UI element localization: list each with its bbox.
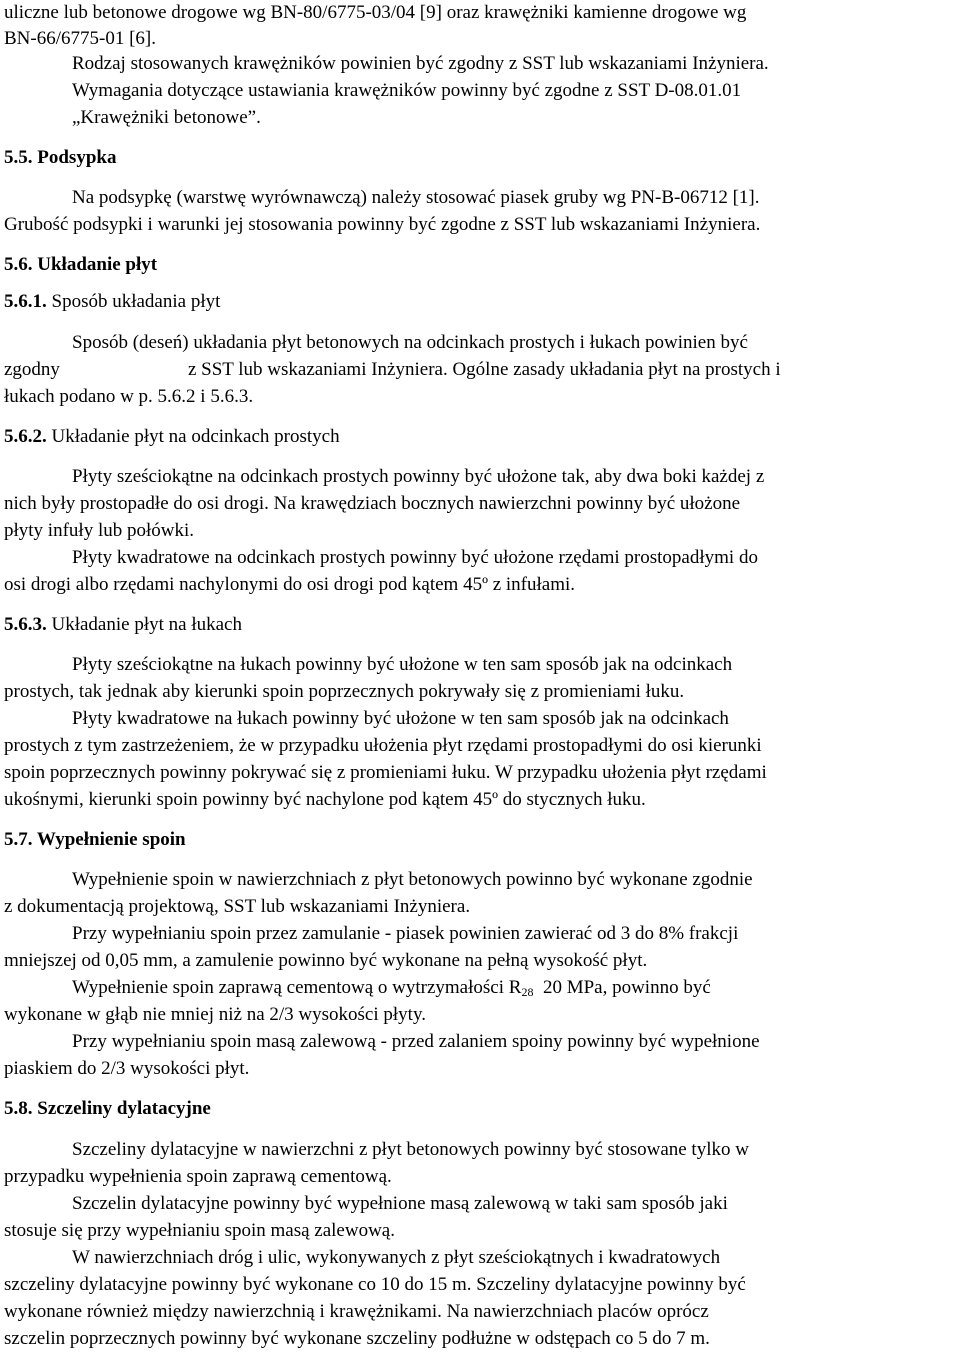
section-number: 5.6.3.: [4, 614, 47, 635]
text-line: przypadku wypełnienia spoin zaprawą cementową.: [4, 1166, 392, 1187]
text-line: Płyty kwadratowe na odcinkach prostych powinny być ułożone rzędami prostopadłymi do: [72, 547, 758, 568]
section-title: Układanie płyt: [37, 254, 158, 275]
text-line: Rodzaj stosowanych krawężników powinien być zgodny z SST lub wskazaniami Inżyniera.: [72, 53, 769, 74]
text-line: Wypełnienie spoin w nawierzchniach z płyt betonowych powinno być wykonane zgodnie: [72, 869, 753, 890]
text-line: płyty infuły lub połówki.: [4, 520, 194, 541]
section-number: 5.5.: [4, 147, 33, 168]
text-line: osi drogi albo rzędami nachylonymi do osi drogi pod kątem 45º z infułami.: [4, 574, 576, 595]
text-line: szczelin poprzecznych powinny być wykonane szczeliny podłużne w odstępach co 5 do 7 m.: [4, 1328, 710, 1349]
text-fragment: 20 MPa, powinno być: [533, 977, 711, 998]
text-fragment: z SST lub wskazaniami Inżyniera. Ogólne zasady układania płyt na prostych i: [187, 359, 781, 380]
section-heading-5-6: [4, 251, 157, 278]
text-line: z dokumentacją projektową, SST lub wskazaniami Inżyniera.: [4, 896, 471, 917]
text-line: szczeliny dylatacyjne powinny być wykonane co 10 do 15 m. Szczeliny dylatacyjne powinny być: [4, 1274, 746, 1295]
text-line: Płyty sześciokątne na odcinkach prostych powinny być ułożone tak, aby dwa boki każdej z: [72, 466, 765, 487]
text-fragment: Wypełnienie spoin zaprawą cementową o wytrzymałości R: [72, 977, 522, 998]
section-heading-5-7: [4, 826, 186, 853]
text-line: nich były prostopadłe do osi drogi. Na krawędziach bocznych nawierzchni powinny być ułożone: [4, 493, 741, 514]
text-line: mniejszej od 0,05 mm, a zamulenie powinno być wykonane na pełną wysokość płyt.: [4, 950, 648, 971]
text-line: Przy wypełnianiu spoin masą zalewową - przed zalaniem spoiny powinny być wypełnione: [72, 1031, 760, 1052]
text-fragment: zgodny: [4, 359, 60, 380]
text-line: prostych z tym zastrzeżeniem, że w przypadku ułożenia płyt rzędami prostopadłymi do osi kierunki: [4, 735, 762, 756]
section-heading-5-5: [4, 144, 116, 171]
text-line: „Krawężniki betonowe”.: [72, 107, 261, 128]
section-title: Szczeliny dylatacyjne: [37, 1098, 211, 1119]
text-line: Płyty sześciokątne na łukach powinny być ułożone w ten sam sposób jak na odcinkach: [72, 654, 733, 675]
section-number: 5.8.: [4, 1098, 33, 1119]
text-line: Płyty kwadratowe na łukach powinny być ułożone w ten sam sposób jak na odcinkach: [72, 708, 729, 729]
text-line: Szczelin dylatacyjne powinny być wypełnione masą zalewową w taki sam sposób jaki: [72, 1193, 728, 1214]
section-number: 5.7.: [4, 829, 33, 850]
section-heading-5-6-1: [4, 288, 220, 315]
text-line: uliczne lub betonowe drogowe wg BN-80/6775-03/04 [9] oraz krawężniki kamienne drogowe wg: [4, 2, 747, 23]
text-line: BN-66/6775-01 [6].: [4, 28, 156, 49]
text-line: Sposób (deseń) układania płyt betonowych na odcinkach prostych i łukach powinien być: [72, 332, 748, 353]
text-line: łukach podano w p. 5.6.2 i 5.6.3.: [4, 386, 254, 407]
section-title: Podsypka: [37, 147, 117, 168]
text-line: spoin poprzecznych powinny pokrywać się z promieniami łuku. W przypadku ułożenia płyt rzędami: [4, 762, 767, 783]
section-heading-5-6-2: [4, 423, 340, 450]
section-heading-5-8: [4, 1095, 211, 1122]
text-line: [72, 974, 711, 1001]
text-line: Na podsypkę (warstwę wyrównawczą) należy stosować piasek gruby wg PN-B-06712 [1].: [72, 187, 760, 208]
section-number: 5.6.1.: [4, 291, 47, 312]
section-title: Wypełnienie spoin: [36, 829, 186, 850]
subscript: 28: [521, 985, 534, 999]
text-line: wykonane w głąb nie mniej niż na 2/3 wysokości płyty.: [4, 1004, 426, 1025]
text-line: Grubość podsypki i warunki jej stosowania powinny być zgodne z SST lub wskazaniami Inżyniera.: [4, 214, 761, 235]
section-heading-5-6-3: [4, 611, 242, 638]
text-line: piaskiem do 2/3 wysokości płyt.: [4, 1058, 250, 1079]
text-line: Wymagania dotyczące ustawiania krawężników powinny być zgodne z SST D-08.01.01: [72, 80, 742, 101]
text-line: wykonane również między nawierzchnią i krawężnikami. Na nawierzchniach placów oprócz: [4, 1301, 709, 1322]
text-line: stosuje się przy wypełnianiu spoin masą zalewową.: [4, 1220, 395, 1241]
text-line: ukośnymi, kierunki spoin powinny być nachylone pod kątem 45º do stycznych łuku.: [4, 789, 646, 810]
text-line: Szczeliny dylatacyjne w nawierzchni z płyt betonowych powinny być stosowane tylko w: [72, 1139, 749, 1160]
text-line: prostych, tak jednak aby kierunki spoin poprzecznych pokrywały się z promieniami łuku.: [4, 681, 685, 702]
text-line: Przy wypełnianiu spoin przez zamulanie - piasek powinien zawierać od 3 do 8% frakcji: [72, 923, 739, 944]
section-number: 5.6.: [4, 254, 33, 275]
section-title: Sposób układania płyt: [51, 291, 221, 312]
text-line: W nawierzchniach dróg i ulic, wykonywanych z płyt sześciokątnych i kwadratowych: [72, 1247, 721, 1268]
text-line: [4, 356, 781, 383]
section-number: 5.6.2.: [4, 426, 47, 447]
section-title: Układanie płyt na łukach: [51, 614, 242, 635]
section-title: Układanie płyt na odcinkach prostych: [51, 426, 340, 447]
